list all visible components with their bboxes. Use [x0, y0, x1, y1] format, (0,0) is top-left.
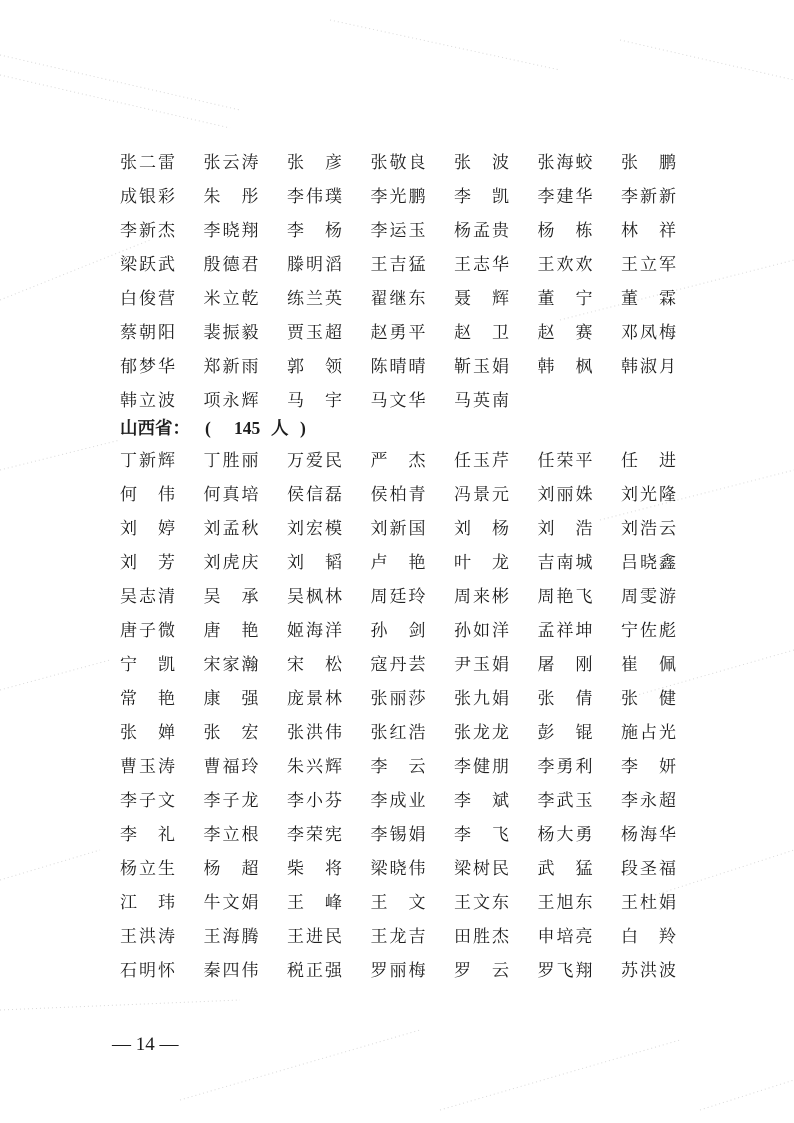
name-entry: 李 运 玉	[370, 221, 426, 240]
page-number: — 14 —	[112, 1034, 179, 1055]
name-entry: 曹 福 玲	[203, 757, 259, 776]
name-entry: 王 文 东	[454, 893, 509, 912]
name-entry: 刘 芳	[120, 553, 175, 572]
name-entry: 裴 振 毅	[203, 323, 259, 342]
name-entry: 郁 梦 华	[120, 357, 175, 376]
name-entry: 牛 文 娟	[203, 893, 259, 912]
name-entry: 张 九 娟	[454, 689, 509, 708]
name-entry: 殷 德 君	[203, 255, 259, 274]
name-entry: 张 丽 莎	[370, 689, 426, 708]
headcount: 145	[234, 418, 261, 438]
name-entry: 马 宇	[287, 391, 342, 410]
name-entry: 罗 云	[454, 961, 509, 980]
name-entry: 刘 新 国	[370, 519, 426, 538]
name-entry: 李 子 文	[120, 791, 175, 810]
name-entry: 吉 南 城	[537, 553, 593, 572]
name-entry: 苏 洪 波	[621, 961, 676, 980]
name-entry: 王 文	[370, 893, 426, 912]
name-list-shanxi	[120, 444, 705, 988]
name-entry: 刘 杨	[454, 519, 509, 538]
name-entry: 杨 孟 贵	[454, 221, 509, 240]
name-entry: 李 锡 娟	[370, 825, 426, 844]
name-entry: 李 杨	[287, 221, 342, 240]
name-entry: 周 来 彬	[454, 587, 509, 606]
name-entry: 张 宏	[203, 723, 259, 742]
name-entry: 成 银 彩	[120, 187, 175, 206]
name-entry: 李 荣 宪	[287, 825, 342, 844]
name-entry: 李 斌	[454, 791, 509, 810]
name-entry: 冯 景 元	[454, 485, 509, 504]
name-entry: 赵 卫	[454, 323, 509, 342]
name-entry: 刘 孟 秋	[203, 519, 259, 538]
name-entry: 韩 淑 月	[621, 357, 676, 376]
name-list-top	[120, 146, 705, 418]
name-entry: 张 健	[621, 689, 676, 708]
name-entry: 王 海 腾	[203, 927, 259, 946]
name-entry: 唐 艳	[203, 621, 259, 640]
paren-close: )	[300, 418, 306, 438]
name-entry: 申 培 亮	[537, 927, 593, 946]
name-entry: 武 猛	[537, 859, 593, 878]
name-entry: 梁 跃 武	[120, 255, 175, 274]
name-entry: 张 倩	[537, 689, 593, 708]
name-entry: 张 二 雷	[120, 153, 175, 172]
name-entry: 卢 艳	[370, 553, 426, 572]
name-entry: 常 艳	[120, 689, 175, 708]
name-entry: 项 永 辉	[203, 391, 259, 410]
name-entry: 李 小 芬	[287, 791, 342, 810]
name-entry: 庞 景 林	[287, 689, 342, 708]
name-entry: 贾 玉 超	[287, 323, 342, 342]
name-entry: 王 志 华	[454, 255, 509, 274]
name-entry: 丁 新 辉	[120, 451, 175, 470]
name-entry: 侯 信 磊	[287, 485, 342, 504]
name-entry: 张 鹏	[621, 153, 676, 172]
name-entry: 秦 四 伟	[203, 961, 259, 980]
name-entry: 李 建 华	[537, 187, 593, 206]
name-entry: 刘 丽 姝	[537, 485, 593, 504]
name-entry: 孙 如 洋	[454, 621, 509, 640]
name-entry: 杨 大 勇	[537, 825, 593, 844]
name-entry: 李 晓 翔	[203, 221, 259, 240]
name-entry: 张 龙 龙	[454, 723, 509, 742]
name-entry: 宁 佐 彪	[621, 621, 676, 640]
name-entry: 李 永 超	[621, 791, 676, 810]
name-entry: 蔡 朝 阳	[120, 323, 175, 342]
name-entry: 崔 佩	[621, 655, 676, 674]
name-entry: 李 飞	[454, 825, 509, 844]
name-entry: 刘 浩 云	[621, 519, 676, 538]
name-entry: 孙 剑	[370, 621, 426, 640]
name-entry: 万 爱 民	[287, 451, 342, 470]
name-entry: 段 圣 福	[621, 859, 676, 878]
name-entry: 吴 承	[203, 587, 259, 606]
headcount-unit: 人	[271, 418, 289, 438]
name-entry: 梁 晓 伟	[370, 859, 426, 878]
name-entry: 屠 刚	[537, 655, 593, 674]
name-entry: 唐 子 微	[120, 621, 175, 640]
name-entry: 任 玉 芹	[454, 451, 509, 470]
name-entry: 柴 将	[287, 859, 342, 878]
name-entry: 赵 勇 平	[370, 323, 426, 342]
name-entry: 李 武 玉	[537, 791, 593, 810]
section-header-shanxi	[120, 414, 380, 442]
name-entry: 朱 彤	[203, 187, 259, 206]
name-entry: 彭 锟	[537, 723, 593, 742]
name-entry: 张 红 浩	[370, 723, 426, 742]
name-entry: 周 雯 游	[621, 587, 676, 606]
name-entry: 李 妍	[621, 757, 676, 776]
name-entry: 滕 明 滔	[287, 255, 342, 274]
name-entry: 白 俊 营	[120, 289, 175, 308]
name-entry: 罗 飞 翔	[537, 961, 593, 980]
name-entry: 施 占 光	[621, 723, 676, 742]
name-entry: 姬 海 洋	[287, 621, 342, 640]
name-entry: 周 廷 玲	[370, 587, 426, 606]
name-entry: 何 伟	[120, 485, 175, 504]
name-entry: 石 明 怀	[120, 961, 175, 980]
name-entry: 康 强	[203, 689, 259, 708]
name-entry: 吴 志 清	[120, 587, 175, 606]
name-entry: 马 英 南	[454, 391, 509, 410]
name-entry: 李 礼	[120, 825, 175, 844]
name-entry: 何 真 培	[203, 485, 259, 504]
name-entry: 朱 兴 辉	[287, 757, 342, 776]
name-entry: 李 立 根	[203, 825, 259, 844]
name-entry: 刘 光 隆	[621, 485, 676, 504]
name-entry: 任 荣 平	[537, 451, 593, 470]
name-entry: 李 子 龙	[203, 791, 259, 810]
name-entry: 周 艳 飞	[537, 587, 593, 606]
name-entry: 董 霖	[621, 289, 676, 308]
name-entry: 侯 柏 青	[370, 485, 426, 504]
name-entry: 李 健 朋	[454, 757, 509, 776]
name-entry: 赵 赛	[537, 323, 593, 342]
name-entry: 宁 凯	[120, 655, 175, 674]
name-entry: 王 欢 欢	[537, 255, 593, 274]
name-entry: 税 正 强	[287, 961, 342, 980]
name-entry: 刘 浩	[537, 519, 593, 538]
name-entry: 田 胜 杰	[454, 927, 509, 946]
name-entry: 白 羚	[621, 927, 676, 946]
name-entry: 严 杰	[370, 451, 426, 470]
name-entry: 李 新 新	[621, 187, 676, 206]
name-entry: 王 立 军	[621, 255, 676, 274]
name-entry: 张 云 涛	[203, 153, 259, 172]
name-entry: 练 兰 英	[287, 289, 342, 308]
name-entry: 李 凯	[454, 187, 509, 206]
name-entry: 靳 玉 娟	[454, 357, 509, 376]
name-entry: 米 立 乾	[203, 289, 259, 308]
name-entry: 王 吉 猛	[370, 255, 426, 274]
name-entry: 刘 虎 庆	[203, 553, 259, 572]
name-entry: 张 海 蛟	[537, 153, 593, 172]
name-entry: 丁 胜 丽	[203, 451, 259, 470]
name-entry: 邓 凤 梅	[621, 323, 676, 342]
name-entry: 李 伟 璞	[287, 187, 342, 206]
name-entry: 李 新 杰	[120, 221, 175, 240]
name-entry: 宋 家 瀚	[203, 655, 259, 674]
name-entry: 张 婵	[120, 723, 175, 742]
name-entry: 李 云	[370, 757, 426, 776]
name-entry: 孟 祥 坤	[537, 621, 593, 640]
name-entry: 叶 龙	[454, 553, 509, 572]
name-entry: 李 勇 利	[537, 757, 593, 776]
name-entry: 尹 玉 娟	[454, 655, 509, 674]
name-entry: 曹 玉 涛	[120, 757, 175, 776]
name-entry: 李 光 鹏	[370, 187, 426, 206]
name-entry: 王 洪 涛	[120, 927, 175, 946]
name-entry: 杨 海 华	[621, 825, 676, 844]
name-entry: 罗 丽 梅	[370, 961, 426, 980]
name-entry: 任 进	[621, 451, 676, 470]
name-entry: 董 宁	[537, 289, 593, 308]
name-entry: 梁 树 民	[454, 859, 509, 878]
name-entry: 张 波	[454, 153, 509, 172]
name-entry: 刘 宏 模	[287, 519, 342, 538]
name-entry: 王 进 民	[287, 927, 342, 946]
name-entry: 宋 松	[287, 655, 342, 674]
name-entry: 刘 婷	[120, 519, 175, 538]
name-entry: 杨 超	[203, 859, 259, 878]
name-entry: 郭 领	[287, 357, 342, 376]
name-entry: 郑 新 雨	[203, 357, 259, 376]
name-entry: 吕 晓 鑫	[621, 553, 676, 572]
name-entry: 陈 晴 晴	[370, 357, 426, 376]
name-entry: 韩 立 波	[120, 391, 175, 410]
name-entry: 韩 枫	[537, 357, 593, 376]
name-entry: 杨 栋	[537, 221, 593, 240]
name-entry: 吴 枫 林	[287, 587, 342, 606]
name-entry: 李 成 业	[370, 791, 426, 810]
name-entry: 翟 继 东	[370, 289, 426, 308]
name-entry: 王 旭 东	[537, 893, 593, 912]
name-entry: 王 龙 吉	[370, 927, 426, 946]
name-entry: 寇 丹 芸	[370, 655, 426, 674]
name-entry: 林 祥	[621, 221, 676, 240]
name-entry: 杨 立 生	[120, 859, 175, 878]
province-label: 山西省：	[120, 418, 190, 438]
name-entry: 张 敬 良	[370, 153, 426, 172]
name-entry: 马 文 华	[370, 391, 426, 410]
name-entry: 王 杜 娟	[621, 893, 676, 912]
name-entry: 聂 辉	[454, 289, 509, 308]
name-entry: 江 玮	[120, 893, 175, 912]
name-entry: 刘 韬	[287, 553, 342, 572]
name-entry: 王 峰	[287, 893, 342, 912]
name-entry: 张 彦	[287, 153, 342, 172]
name-entry: 张 洪 伟	[287, 723, 342, 742]
paren-open: (	[205, 418, 211, 438]
